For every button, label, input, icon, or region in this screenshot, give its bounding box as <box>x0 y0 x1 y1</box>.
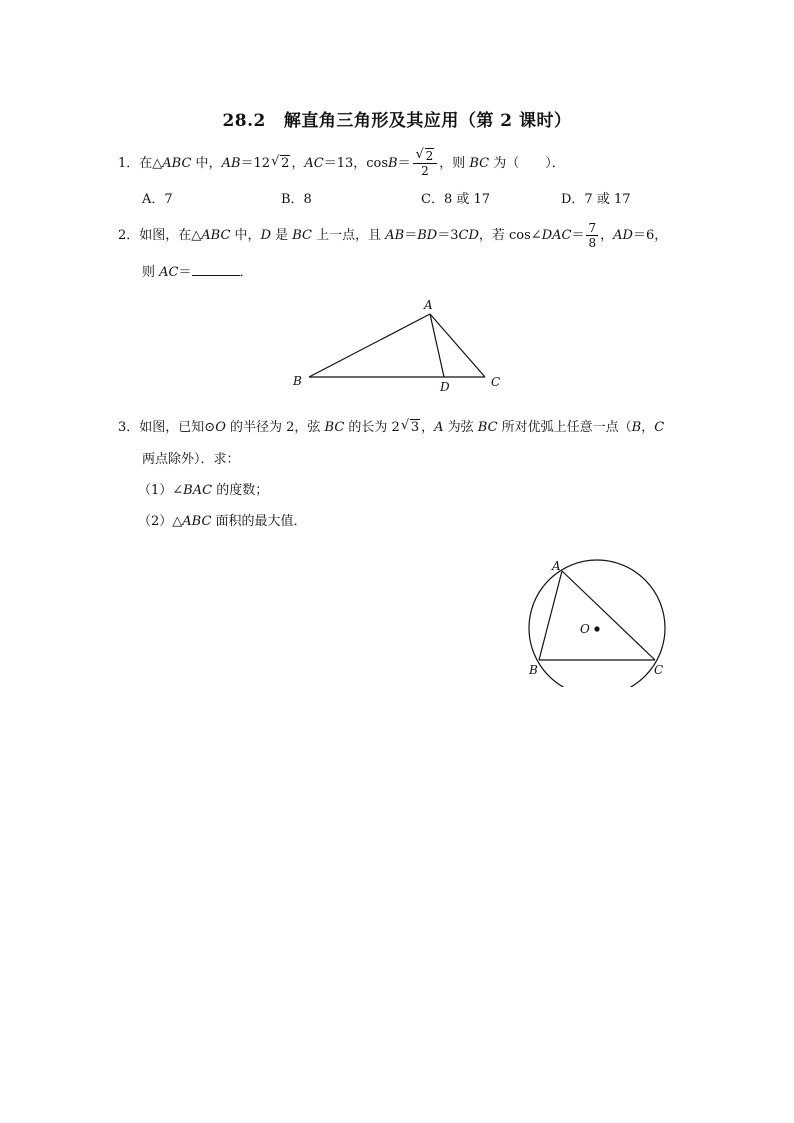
sqrt-2: √ 2 <box>271 154 290 172</box>
segment-ac <box>430 314 485 377</box>
label-d: D <box>440 380 450 394</box>
question-2-line2: 则 AC＝ ． <box>142 265 253 280</box>
question-1-stem: 1．在△ABC 中，AB＝12 √ 2 ，AC＝13，cosB＝ √ 2 2 ，则 BC 为（ ）． <box>118 147 565 178</box>
label-c: C <box>654 663 664 677</box>
title-text: 解直角三角形及其应用（第 2 课时） <box>283 111 572 131</box>
label-a: A <box>552 559 561 573</box>
question-2-stem: 2．如图，在△ABC 中，D 是 BC 上一点，且 AB＝BD＝3CD，若 cos∠DAC＝ $\frac{7}{8}$ ，AD＝6， <box>118 221 668 250</box>
segment-ab <box>309 314 430 377</box>
q1-option-c: C．8 或 17 <box>421 192 491 207</box>
answer-blank <box>192 263 240 276</box>
chord-ab <box>539 571 562 660</box>
question-3-sub2: （2）△ABC 面积的最大值． <box>138 514 307 529</box>
fraction-sqrt2-over-2: √ 2 2 <box>413 150 438 177</box>
sqrt-3: √ 3 <box>400 418 420 435</box>
question-3-stem: 3．如图，已知⊙O 的半径为 2，弦 BC 的长为 2 √ 3 ，A 为弦 BC 所对优弧上任意一点（B，C <box>118 418 665 435</box>
label-a: A <box>424 298 433 312</box>
q1-option-b: B．8 <box>281 192 312 207</box>
q1-option-a: A．7 <box>142 192 173 207</box>
segment-ad <box>430 314 444 377</box>
page-title <box>0 106 794 131</box>
label-b: B <box>293 374 302 388</box>
label-b: B <box>529 663 538 677</box>
fraction-7-over-8: $\frac{7}{8}$ <box>588 221 597 250</box>
label-c: C <box>491 375 501 389</box>
circle-o <box>529 560 665 687</box>
circle-figure <box>520 552 675 687</box>
triangle-figure <box>285 295 510 395</box>
question-3-sub1: （1）∠BAC 的度数； <box>138 483 269 498</box>
label-o: O <box>580 622 590 636</box>
chord-ac <box>562 571 655 660</box>
center-dot <box>594 626 599 631</box>
q1-option-d: D．7 或 17 <box>561 192 631 207</box>
question-3-line2: 两点除外）．求： <box>142 452 240 467</box>
section-number: 28.2 <box>222 111 266 131</box>
